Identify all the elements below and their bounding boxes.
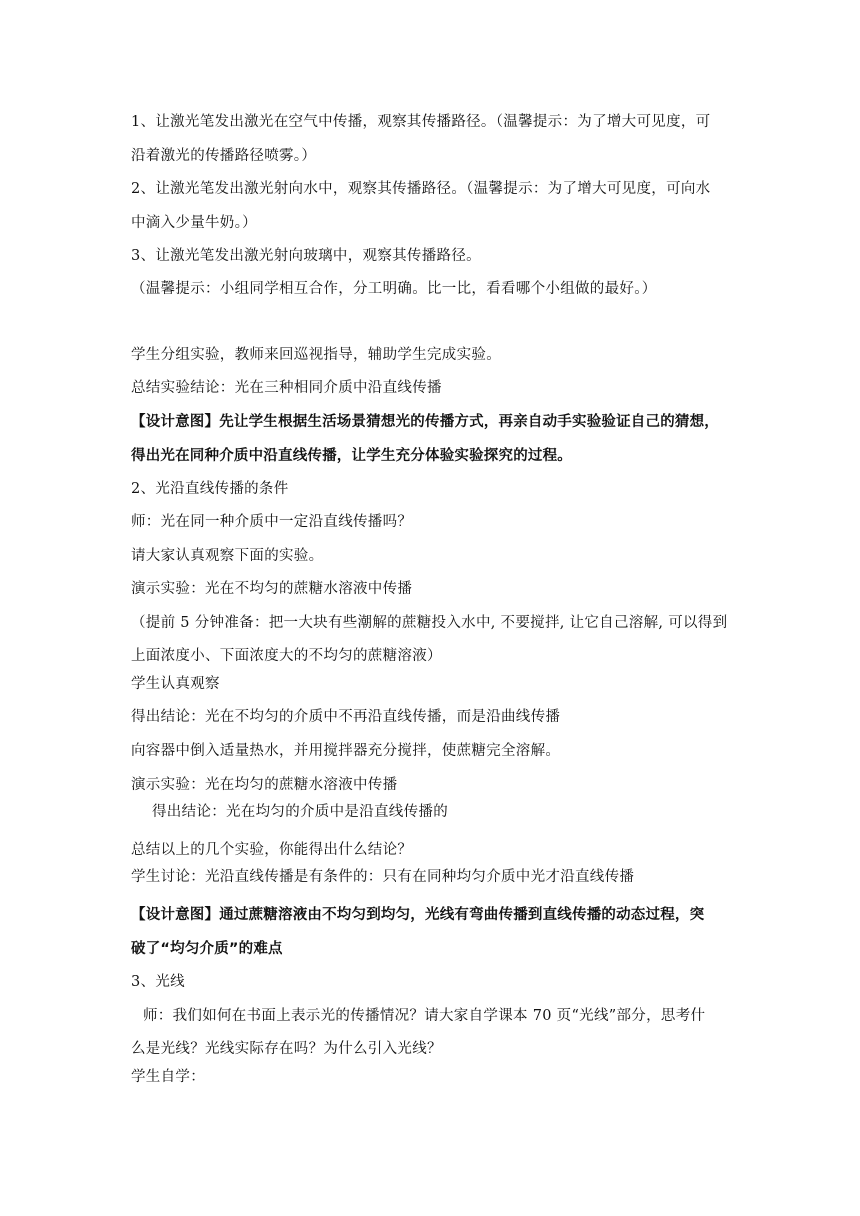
design-intent-line: 得出光在同种介质中沿直线传播，让学生充分体验实验探究的过程。 <box>131 448 572 464</box>
text-line: 中滴入少量牛奶。） <box>131 215 257 231</box>
text-line: 演示实验：光在均匀的蔗糖水溶液中传播 <box>131 777 398 793</box>
text-line: 上面浓度小、下面浓度大的不均匀的蔗糖溶液） <box>131 648 442 664</box>
text-line: （提前 5 分钟准备：把一大块有些潮解的蔗糖投入水中, 不要搅拌, 让它自己溶解, 可以得到 <box>131 615 728 631</box>
text-line: 1、让激光笔发出激光在空气中传播，观察其传播路径。（温馨提示：为了增大可见度，可 <box>131 114 711 130</box>
text-line: 沿着激光的传播路径喷雾。） <box>131 148 317 164</box>
text-line: 么是光线？光线实际存在吗？为什么引入光线？ <box>131 1041 442 1057</box>
design-intent-line: 破了“均匀介质”的难点 <box>131 941 283 957</box>
section-heading: 2、光沿直线传播的条件 <box>131 481 289 497</box>
text-line: 得出结论：光在均匀的介质中是沿直线传播的 <box>152 804 448 820</box>
text-line: 向容器中倒入适量热水，并用搅拌器充分搅拌，使蔗糖完全溶解。 <box>131 743 561 759</box>
text-line: 师：我们如何在书面上表示光的传播情况？请大家自学课本 70 页“光线”部分，思考什 <box>143 1008 706 1024</box>
text-line: 得出结论：光在不均匀的介质中不再沿直线传播，而是沿曲线传播 <box>131 709 561 725</box>
design-intent-line: 【设计意图】通过蔗糖溶液由不均匀到均匀，光线有弯曲传播到直线传播的动态过程，突 <box>131 907 705 923</box>
text-line: 学生自学： <box>131 1069 205 1085</box>
text-line: 学生分组实验，教师来回巡视指导，辅助学生完成实验。 <box>131 347 501 363</box>
text-line: 学生讨论：光沿直线传播是有条件的：只有在同种均匀介质中光才沿直线传播 <box>131 869 635 885</box>
text-line: 总结实验结论：光在三种相同介质中沿直线传播 <box>131 380 442 396</box>
text-line: 请大家认真观察下面的实验。 <box>131 548 324 564</box>
design-intent-line: 【设计意图】先让学生根据生活场景猜想光的传播方式，再亲自动手实验验证自己的猜想， <box>131 414 719 430</box>
section-heading: 3、光线 <box>131 974 185 990</box>
text-line: 演示实验：光在不均匀的蔗糖水溶液中传播 <box>131 581 413 597</box>
text-line: 2、让激光笔发出激光射向水中，观察其传播路径。（温馨提示：为了增大可见度，可向水 <box>131 181 711 197</box>
text-line: 师：光在同一种介质中一定沿直线传播吗？ <box>131 514 413 530</box>
text-line: （温馨提示：小组同学相互合作，分工明确。比一比，看看哪个小组做的最好。） <box>131 281 657 297</box>
text-line: 总结以上的几个实验，你能得出什么结论？ <box>131 842 413 858</box>
text-line: 3、让激光笔发出激光射向玻璃中，观察其传播路径。 <box>131 248 481 264</box>
text-line: 学生认真观察 <box>131 676 220 692</box>
